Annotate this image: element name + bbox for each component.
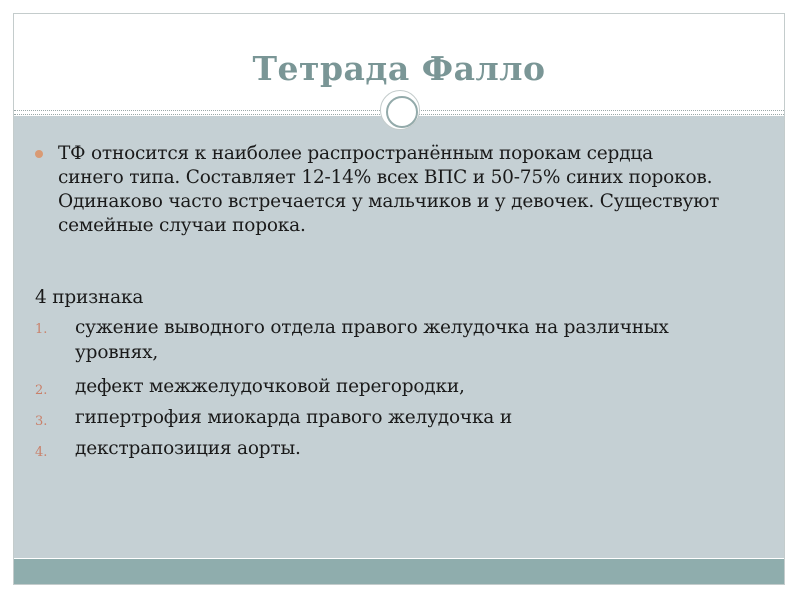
bottom-band bbox=[14, 559, 784, 584]
bullet-paragraph bbox=[58, 142, 778, 238]
list-item-line: уровнях, bbox=[75, 342, 158, 363]
ornament-ring bbox=[386, 96, 418, 128]
paragraph-line: Одинаково часто встречается у мальчиков и у девочек. Существуют bbox=[58, 191, 720, 212]
list-number: 1. bbox=[35, 322, 48, 337]
paragraph-line: синего типа. Составляет 12-14% всех ВПС и 50-75% синих пороков. bbox=[58, 167, 713, 188]
slide-title: Тетрада Фалло bbox=[252, 49, 546, 88]
list-item-line: сужение выводного отдела правого желудочка на различных bbox=[75, 317, 669, 338]
signs-heading: 4 признака bbox=[35, 287, 144, 308]
list-number: 4. bbox=[35, 445, 48, 460]
paragraph-line: семейные случаи порока. bbox=[58, 215, 306, 236]
list-item-line: гипертрофия миокарда правого желудочка и bbox=[75, 407, 512, 428]
list-item-line: декстрапозиция аорты. bbox=[75, 438, 301, 459]
list-number: 2. bbox=[35, 383, 48, 398]
bullet-icon bbox=[35, 150, 43, 158]
list-number: 3. bbox=[35, 414, 48, 429]
circle-ornament-icon bbox=[380, 90, 420, 130]
paragraph-line: ТФ относится к наиболее распространённым порокам сердца bbox=[58, 143, 653, 164]
list-item-line: дефект межжелудочковой перегородки, bbox=[75, 376, 465, 397]
